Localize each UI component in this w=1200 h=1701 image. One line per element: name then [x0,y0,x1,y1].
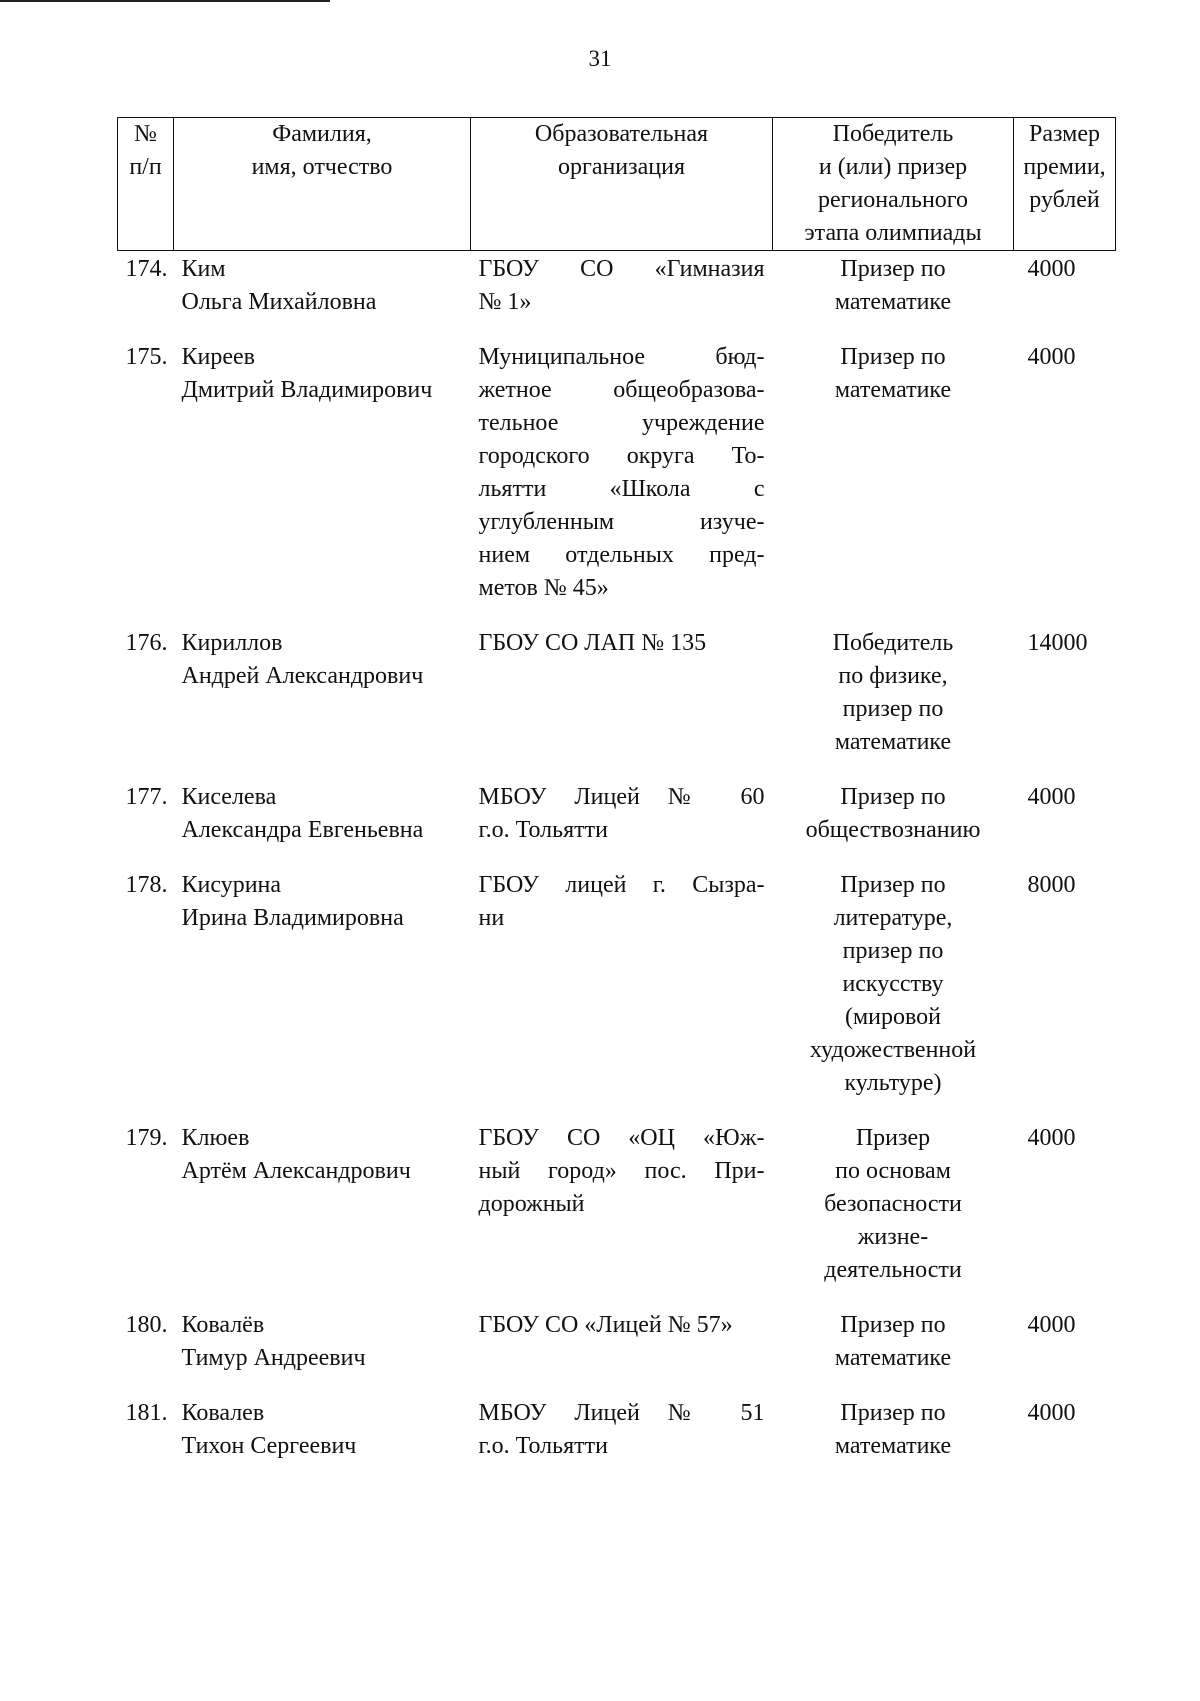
olympiad-result: Призер по литературе, призер по искусству (мировой художественной культуре) [809,872,977,1096]
organization: МБОУ Лицей № 51 г.о. Тольятти [478,1400,765,1459]
olympiad-result: Победитель по физике, призер по математике [832,630,954,755]
full-name: Кириллов Андрей Александрович [181,630,424,689]
row-number: 175. [125,344,168,370]
full-name: Ким Ольга Михайловна [181,256,377,315]
page-number: 31 [588,46,612,71]
prize-amount: 8000 [1027,872,1076,898]
table-row [118,781,1116,869]
full-name: Киреев Дмитрий Владимирович [181,344,433,403]
organization: ГБОУ СО «ОЦ «Юж- ный город» пос. При- дорожный [478,1125,765,1217]
prize-amount: 4000 [1027,784,1076,810]
olympiad-result: Призер по обществознанию [805,784,981,843]
olympiad-result: Призер по математике [834,344,952,403]
full-name: Ковалёв Тимур Андреевич [181,1312,366,1371]
full-name: Ковалев Тихон Сергеевич [181,1400,357,1459]
header-organization: Образовательная организация [471,118,773,251]
full-name: Кисурина Ирина Владимировна [181,872,404,931]
table-row [118,1122,1116,1309]
organization: ГБОУ СО ЛАП № 135 [478,630,707,656]
header-result: Победитель и (или) призер регионального этапа олимпиады [773,118,1014,251]
row-number: 181. [125,1400,168,1426]
table-row [118,1309,1116,1397]
row-number: 180. [125,1312,168,1338]
header-number: № п/п [118,118,174,251]
prize-amount: 4000 [1027,1125,1076,1151]
header-amount: Размер премии, рублей [1014,118,1116,251]
organization: МБОУ Лицей № 60 г.о. Тольятти [478,784,765,843]
prize-amount: 4000 [1027,344,1076,370]
row-number: 178. [125,872,168,898]
top-rule [0,0,330,2]
organization: ГБОУ СО «Лицей № 57» [478,1312,733,1338]
row-number: 177. [125,784,168,810]
olympiad-result: Призер по математике [834,256,952,315]
olympiad-result: Призер по основам безопасности жизне- деятельности [824,1125,962,1283]
organization: Муниципальное бюд- жетное общеобразова- тельное учреждение городского округа То- льятти «Школа с углубленным изуче- нием отдельных пред- метов № 45» [478,344,765,601]
table-row [118,1397,1116,1485]
table-row [118,869,1116,1122]
row-number: 176. [125,630,168,656]
full-name: Клюев Артём Александрович [181,1125,411,1184]
table-row [118,251,1116,342]
organization: ГБОУ СО «Гимназия № 1» [478,256,765,315]
table-body [118,251,1116,1486]
organization: ГБОУ лицей г. Сызра- ни [478,872,765,931]
prize-amount: 4000 [1027,1312,1076,1338]
prize-amount: 4000 [1027,1400,1076,1426]
prize-amount: 14000 [1027,630,1088,656]
olympiad-result: Призер по математике [834,1312,952,1371]
row-number: 179. [125,1125,168,1151]
row-number: 174. [125,256,168,282]
table-row [118,627,1116,781]
prize-amount: 4000 [1027,256,1076,282]
olympiad-result: Призер по математике [834,1400,952,1459]
header-full-name: Фамилия, имя, отчество [174,118,471,251]
table-row [118,341,1116,627]
table-header [118,118,1116,251]
full-name: Киселева Александра Евгеньевна [181,784,424,843]
winners-table [117,117,1116,1485]
